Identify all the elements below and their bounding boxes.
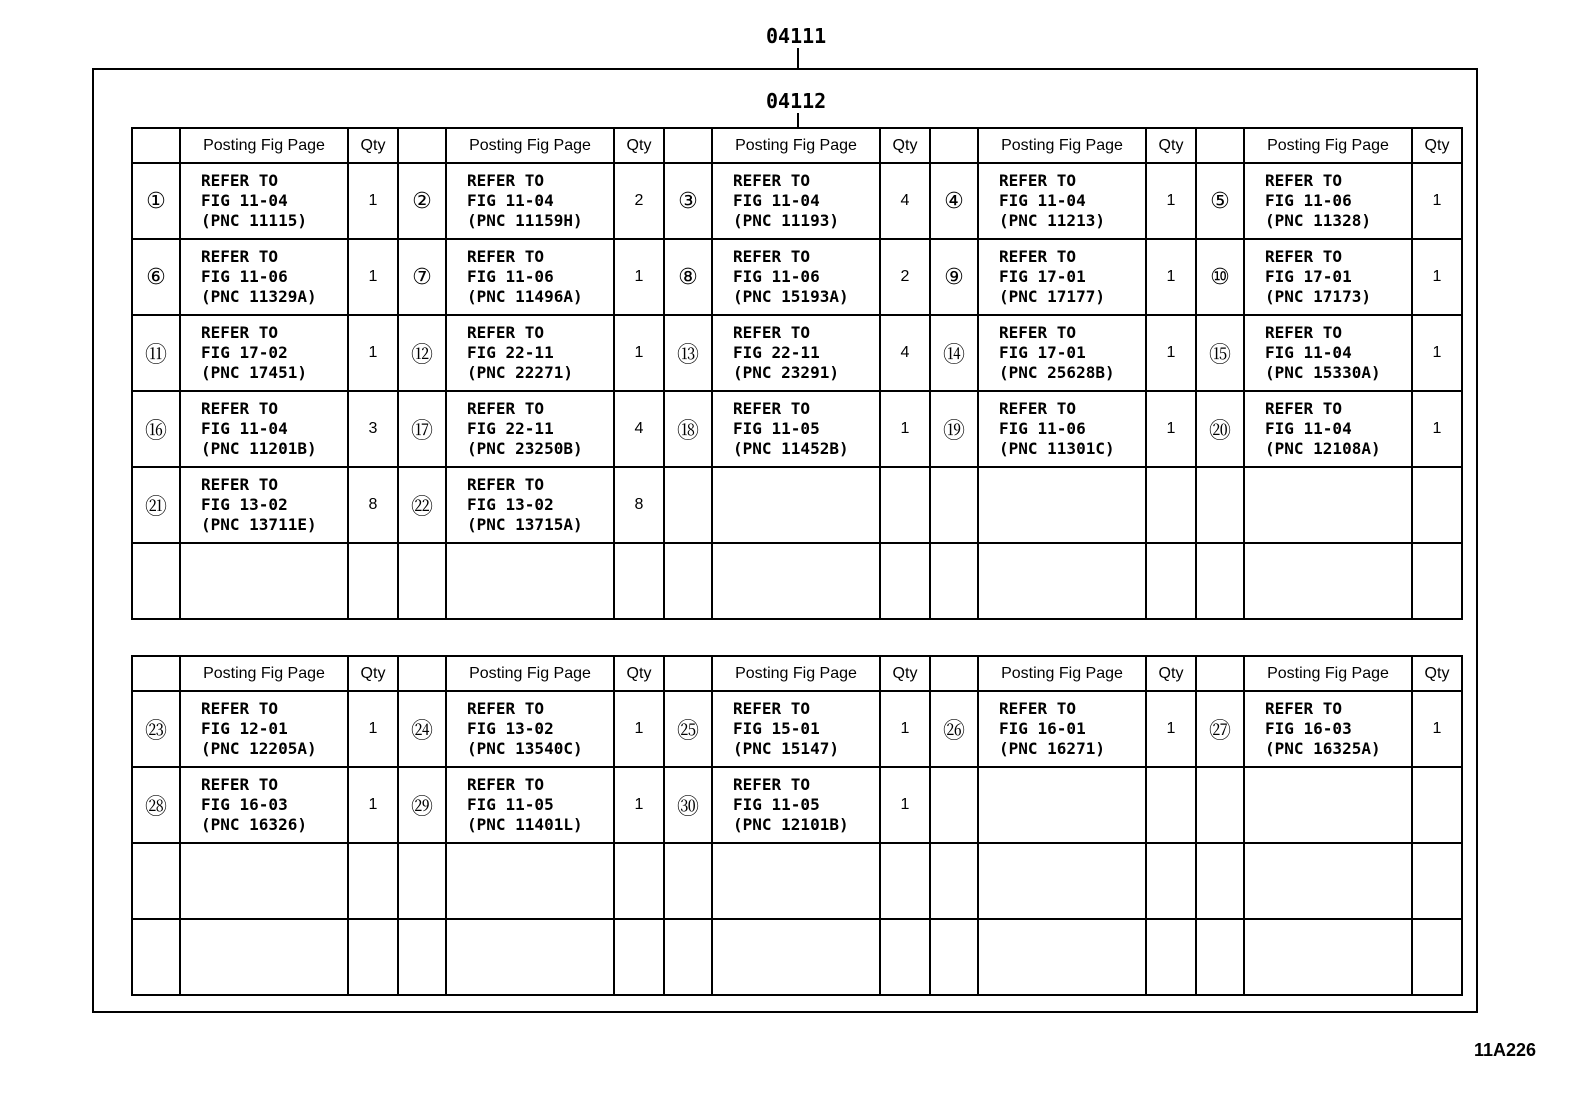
item-number (1196, 543, 1244, 619)
reference-text (180, 843, 348, 919)
item-number (664, 467, 712, 543)
item-number (1196, 919, 1244, 995)
reference-text: REFER TO FIG 11-06 (PNC 15193A) (712, 239, 880, 315)
quantity: 1 (1146, 691, 1196, 767)
quantity (1412, 767, 1462, 843)
quantity: 1 (880, 767, 930, 843)
item-number: ② (398, 163, 446, 239)
item-number (1196, 843, 1244, 919)
reference-text: REFER TO FIG 11-04 (PNC 11213) (978, 163, 1146, 239)
item-number: ㉓ (132, 691, 180, 767)
reference-text: REFER TO FIG 11-05 (PNC 11401L) (446, 767, 614, 843)
quantity (348, 919, 398, 995)
outer-assembly-label: 04111 (766, 24, 827, 48)
quantity: 4 (614, 391, 664, 467)
item-number (132, 919, 180, 995)
item-number (664, 543, 712, 619)
quantity: 1 (880, 691, 930, 767)
reference-text (978, 843, 1146, 919)
quantity (348, 543, 398, 619)
quantity (614, 543, 664, 619)
quantity: 8 (614, 467, 664, 543)
quantity: 1 (348, 163, 398, 239)
reference-text (180, 543, 348, 619)
header-qty: Qty (614, 656, 664, 691)
quantity (1412, 543, 1462, 619)
table-row (132, 315, 1462, 391)
header-posting-fig-page: Posting Fig Page (712, 656, 880, 691)
quantity (880, 843, 930, 919)
quantity: 1 (614, 691, 664, 767)
quantity (880, 543, 930, 619)
reference-text: REFER TO FIG 13-02 (PNC 13540C) (446, 691, 614, 767)
header-posting-fig-page: Posting Fig Page (446, 128, 614, 163)
quantity (1146, 843, 1196, 919)
item-number: ① (132, 163, 180, 239)
header-blank-cell (132, 128, 180, 163)
reference-text: REFER TO FIG 17-01 (PNC 17177) (978, 239, 1146, 315)
header-blank-cell (930, 128, 978, 163)
header-blank-cell (398, 656, 446, 691)
item-number (930, 767, 978, 843)
item-number: ⑤ (1196, 163, 1244, 239)
quantity (1146, 467, 1196, 543)
quantity: 1 (614, 239, 664, 315)
reference-text: REFER TO FIG 11-04 (PNC 12108A) (1244, 391, 1412, 467)
quantity: 2 (880, 239, 930, 315)
header-qty: Qty (1412, 128, 1462, 163)
quantity: 1 (614, 315, 664, 391)
item-number: ⑫ (398, 315, 446, 391)
reference-text: REFER TO FIG 17-02 (PNC 17451) (180, 315, 348, 391)
item-number: ⑮ (1196, 315, 1244, 391)
quantity: 1 (348, 767, 398, 843)
item-number: ⑱ (664, 391, 712, 467)
header-blank-cell (930, 656, 978, 691)
reference-text (1244, 843, 1412, 919)
reference-text: REFER TO FIG 12-01 (PNC 12205A) (180, 691, 348, 767)
header-blank-cell (664, 128, 712, 163)
header-blank-cell (1196, 656, 1244, 691)
quantity: 4 (880, 315, 930, 391)
header-posting-fig-page: Posting Fig Page (180, 128, 348, 163)
header-qty: Qty (1146, 128, 1196, 163)
quantity (1146, 543, 1196, 619)
item-number: ⑪ (132, 315, 180, 391)
quantity: 1 (1146, 163, 1196, 239)
item-number (132, 843, 180, 919)
parts-table-1 (131, 127, 1463, 620)
table-row (132, 919, 1462, 995)
quantity: 1 (1146, 391, 1196, 467)
item-number (930, 843, 978, 919)
reference-text (978, 543, 1146, 619)
reference-text: REFER TO FIG 15-01 (PNC 15147) (712, 691, 880, 767)
reference-text: REFER TO FIG 11-04 (PNC 11193) (712, 163, 880, 239)
quantity: 3 (348, 391, 398, 467)
quantity (1412, 467, 1462, 543)
table-row (132, 163, 1462, 239)
reference-text: REFER TO FIG 13-02 (PNC 13715A) (446, 467, 614, 543)
header-blank-cell (1196, 128, 1244, 163)
reference-text (978, 919, 1146, 995)
quantity: 8 (348, 467, 398, 543)
reference-text: REFER TO FIG 11-05 (PNC 12101B) (712, 767, 880, 843)
header-posting-fig-page: Posting Fig Page (446, 656, 614, 691)
reference-text (446, 919, 614, 995)
item-number (398, 919, 446, 995)
reference-text (712, 543, 880, 619)
quantity (880, 919, 930, 995)
item-number (398, 843, 446, 919)
quantity: 1 (1412, 163, 1462, 239)
item-number: ⑬ (664, 315, 712, 391)
quantity (1146, 767, 1196, 843)
item-number: ㉕ (664, 691, 712, 767)
quantity: 1 (1412, 315, 1462, 391)
reference-text: REFER TO FIG 22-11 (PNC 23291) (712, 315, 880, 391)
reference-text (978, 767, 1146, 843)
quantity (1412, 843, 1462, 919)
quantity: 1 (348, 315, 398, 391)
header-row (132, 128, 1462, 163)
item-number (930, 543, 978, 619)
illustration-code: 11A226 (1473, 1040, 1536, 1060)
reference-text (1244, 767, 1412, 843)
item-number: ③ (664, 163, 712, 239)
reference-text: REFER TO FIG 17-01 (PNC 25628B) (978, 315, 1146, 391)
quantity: 1 (348, 239, 398, 315)
item-number: ⑩ (1196, 239, 1244, 315)
header-row (132, 656, 1462, 691)
quantity: 1 (1412, 691, 1462, 767)
header-posting-fig-page: Posting Fig Page (978, 656, 1146, 691)
quantity: 1 (1146, 239, 1196, 315)
reference-text: REFER TO FIG 11-04 (PNC 11201B) (180, 391, 348, 467)
item-number: ⑲ (930, 391, 978, 467)
item-number (1196, 467, 1244, 543)
item-number (132, 543, 180, 619)
header-posting-fig-page: Posting Fig Page (1244, 128, 1412, 163)
reference-text: REFER TO FIG 17-01 (PNC 17173) (1244, 239, 1412, 315)
item-number: ⑧ (664, 239, 712, 315)
quantity (614, 919, 664, 995)
header-posting-fig-page: Posting Fig Page (180, 656, 348, 691)
reference-text (1244, 543, 1412, 619)
table-row (132, 467, 1462, 543)
table-row (132, 767, 1462, 843)
reference-text: REFER TO FIG 11-04 (PNC 11159H) (446, 163, 614, 239)
reference-text (712, 467, 880, 543)
item-number (664, 919, 712, 995)
item-number: ⑦ (398, 239, 446, 315)
item-number: ㉚ (664, 767, 712, 843)
table-row (132, 691, 1462, 767)
outer-leader-line (797, 48, 799, 68)
reference-text: REFER TO FIG 16-01 (PNC 16271) (978, 691, 1146, 767)
parts-table-2 (131, 655, 1463, 996)
reference-text: REFER TO FIG 11-06 (PNC 11329A) (180, 239, 348, 315)
table-row (132, 543, 1462, 619)
item-number: ㉖ (930, 691, 978, 767)
item-number: ⑯ (132, 391, 180, 467)
reference-text: REFER TO FIG 11-04 (PNC 15330A) (1244, 315, 1412, 391)
inner-assembly-label: 04112 (766, 89, 827, 113)
quantity (614, 843, 664, 919)
reference-text (978, 467, 1146, 543)
header-qty: Qty (614, 128, 664, 163)
item-number: ⑰ (398, 391, 446, 467)
quantity: 1 (1146, 315, 1196, 391)
header-blank-cell (132, 656, 180, 691)
quantity: 2 (614, 163, 664, 239)
item-number (930, 467, 978, 543)
header-qty: Qty (348, 128, 398, 163)
quantity (880, 467, 930, 543)
reference-text: REFER TO FIG 11-06 (PNC 11301C) (978, 391, 1146, 467)
reference-text: REFER TO FIG 16-03 (PNC 16325A) (1244, 691, 1412, 767)
header-qty: Qty (880, 656, 930, 691)
quantity (1146, 919, 1196, 995)
header-blank-cell (664, 656, 712, 691)
header-blank-cell (398, 128, 446, 163)
item-number: ㉗ (1196, 691, 1244, 767)
reference-text (712, 919, 880, 995)
reference-text: REFER TO FIG 22-11 (PNC 22271) (446, 315, 614, 391)
reference-text: REFER TO FIG 22-11 (PNC 23250B) (446, 391, 614, 467)
item-number: ⑭ (930, 315, 978, 391)
quantity: 4 (880, 163, 930, 239)
quantity: 1 (880, 391, 930, 467)
table-row (132, 391, 1462, 467)
reference-text (180, 919, 348, 995)
reference-text (1244, 919, 1412, 995)
reference-text (1244, 467, 1412, 543)
reference-text (446, 543, 614, 619)
inner-leader-line (797, 113, 799, 127)
reference-text: REFER TO FIG 11-04 (PNC 11115) (180, 163, 348, 239)
table-row (132, 239, 1462, 315)
item-number (930, 919, 978, 995)
item-number: ⑥ (132, 239, 180, 315)
reference-text: REFER TO FIG 11-06 (PNC 11328) (1244, 163, 1412, 239)
quantity (348, 843, 398, 919)
item-number: ④ (930, 163, 978, 239)
quantity: 1 (1412, 239, 1462, 315)
header-posting-fig-page: Posting Fig Page (1244, 656, 1412, 691)
item-number: ⑳ (1196, 391, 1244, 467)
header-posting-fig-page: Posting Fig Page (712, 128, 880, 163)
item-number: ⑨ (930, 239, 978, 315)
quantity: 1 (1412, 391, 1462, 467)
quantity: 1 (348, 691, 398, 767)
item-number (398, 543, 446, 619)
reference-text: REFER TO FIG 13-02 (PNC 13711E) (180, 467, 348, 543)
header-posting-fig-page: Posting Fig Page (978, 128, 1146, 163)
item-number: ㉑ (132, 467, 180, 543)
reference-text (446, 843, 614, 919)
item-number: ㉔ (398, 691, 446, 767)
item-number (1196, 767, 1244, 843)
item-number: ㉙ (398, 767, 446, 843)
item-number (664, 843, 712, 919)
header-qty: Qty (348, 656, 398, 691)
item-number: ㉒ (398, 467, 446, 543)
quantity (1412, 919, 1462, 995)
reference-text (712, 843, 880, 919)
table-row (132, 843, 1462, 919)
reference-text: REFER TO FIG 11-06 (PNC 11496A) (446, 239, 614, 315)
header-qty: Qty (880, 128, 930, 163)
header-qty: Qty (1412, 656, 1462, 691)
reference-text: REFER TO FIG 16-03 (PNC 16326) (180, 767, 348, 843)
reference-text: REFER TO FIG 11-05 (PNC 11452B) (712, 391, 880, 467)
item-number: ㉘ (132, 767, 180, 843)
header-qty: Qty (1146, 656, 1196, 691)
quantity: 1 (614, 767, 664, 843)
